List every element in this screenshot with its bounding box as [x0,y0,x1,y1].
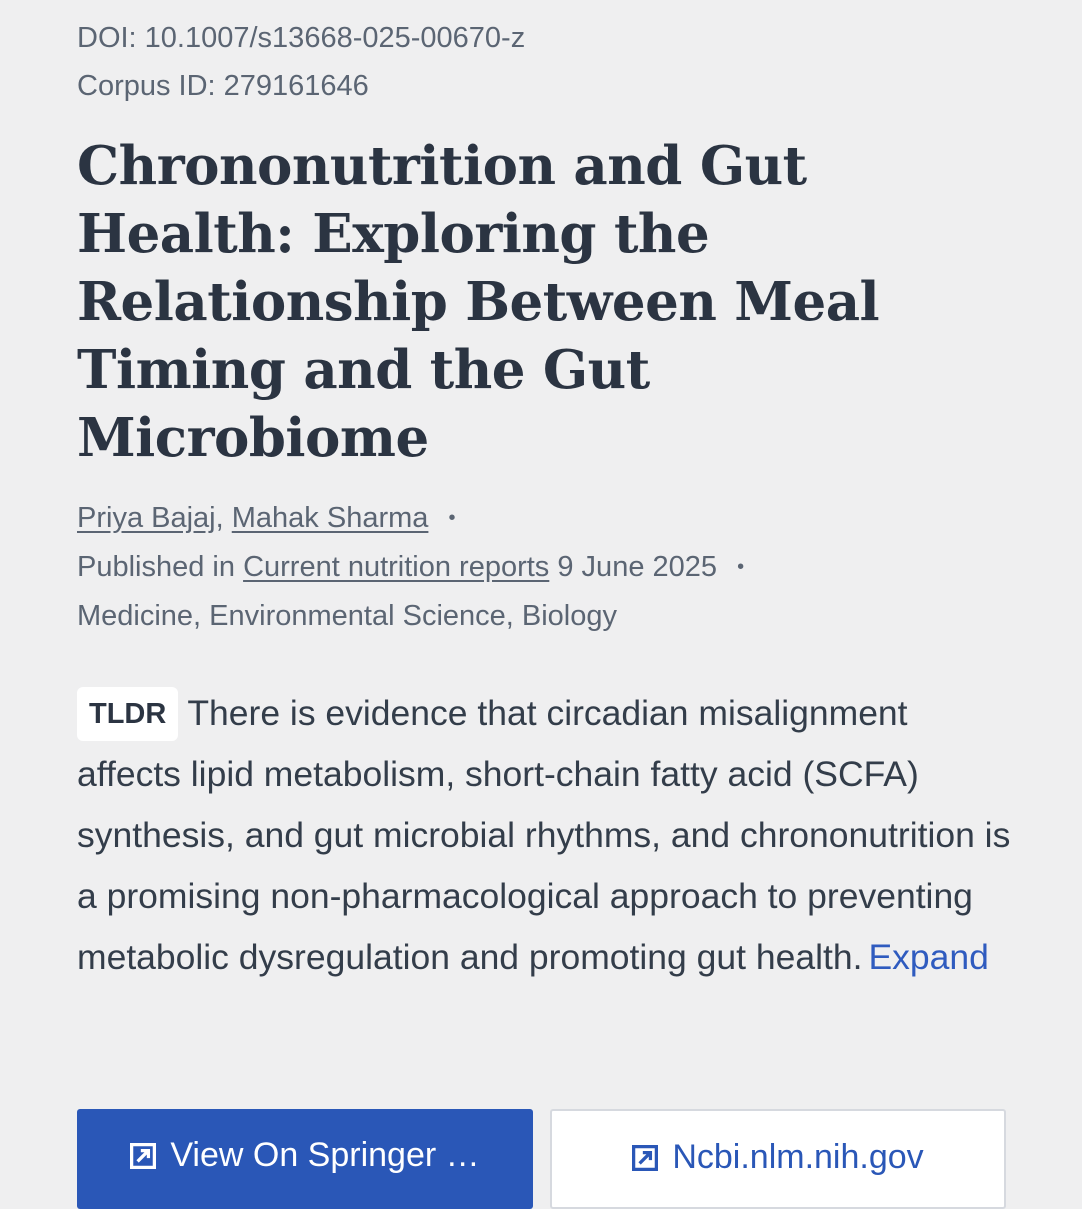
tldr-text: There is evidence that circadian misalignment affects lipid metabolism, short-chain fatty acid (SCFA) synthesis, and gut microbial rhythms, and chrononutrition is a promising non-pharmacological approach to preventing metabolic dysregulation and promoting gut health. [77,693,1011,977]
publication-date: 9 June 2025 [557,551,718,583]
ncbi-link-button[interactable] [550,1109,1006,1209]
tldr-badge: TLDR [77,687,178,741]
authors-line [77,494,1017,543]
external-link-icon [130,1143,156,1169]
source-buttons [77,1109,1006,1209]
author-link-priya-bajaj[interactable]: Priya Bajaj [77,502,216,534]
paper-title: Chrononutrition and Gut Health: Exploring the Relationship Between Meal Timing and the Gut Microbiome [77,135,880,469]
venue-link[interactable]: Current nutrition reports [243,551,550,583]
doi-text[interactable]: DOI: 10.1007/s13668-025-00670-z [77,22,526,54]
view-on-springer-label: View On Springer … [170,1136,480,1174]
fields-of-study: Medicine, Environmental Science, Biology [77,600,617,632]
external-link-icon [632,1145,658,1171]
expand-link[interactable]: Expand [868,937,989,977]
separator-dot: • [737,556,745,578]
corpus-id-text: Corpus ID: 279161646 [77,70,369,102]
author-link-mahak-sharma[interactable]: Mahak Sharma [231,502,429,534]
ncbi-link-label: Ncbi.nlm.nih.gov [672,1138,924,1176]
published-in-label: Published in [77,551,235,583]
author-separator: , [215,502,224,534]
paper-header [77,14,1017,988]
publication-line [77,543,1017,592]
paper-info [77,494,1017,641]
view-on-springer-button[interactable] [77,1109,533,1209]
separator-dot: • [448,507,456,529]
tldr-section [77,683,1017,988]
